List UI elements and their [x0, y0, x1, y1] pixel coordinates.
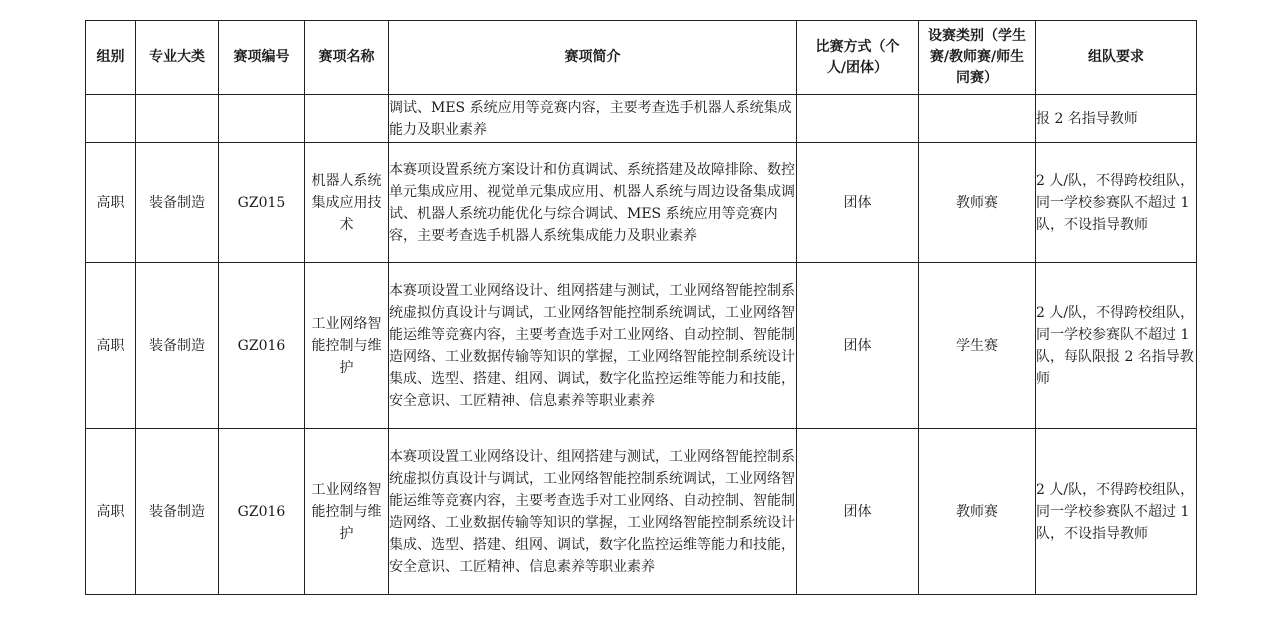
cell-group: 高职 — [86, 429, 136, 595]
cell-type: 教师赛 — [919, 429, 1036, 595]
header-name: 赛项名称 — [305, 21, 389, 95]
cell-category: 装备制造 — [136, 263, 219, 429]
cell-empty — [219, 95, 305, 143]
table-header-row — [86, 21, 1197, 95]
header-type: 设赛类别（学生赛/教师赛/师生同赛） — [919, 21, 1036, 95]
cell-category: 装备制造 — [136, 429, 219, 595]
header-team: 组队要求 — [1036, 21, 1197, 95]
cell-team: 报 2 名指导教师 — [1036, 95, 1197, 143]
table-row — [86, 429, 1197, 595]
cell-team: 2 人/队，不得跨校组队，同一学校参赛队不超过 1 队，每队限报 2 名指导教师 — [1036, 263, 1197, 429]
cell-name: 工业网络智能控制与维护 — [305, 429, 389, 595]
cell-code: GZ015 — [219, 143, 305, 263]
cell-code: GZ016 — [219, 263, 305, 429]
cell-mode: 团体 — [797, 263, 919, 429]
table-row-continuation — [86, 95, 1197, 143]
table-row — [86, 263, 1197, 429]
cell-team: 2 人/队，不得跨校组队，同一学校参赛队不超过 1 队，不设指导教师 — [1036, 143, 1197, 263]
header-code: 赛项编号 — [219, 21, 305, 95]
cell-intro: 本赛项设置工业网络设计、组网搭建与测试，工业网络智能控制系统虚拟仿真设计与调试，工业网络智能控制系统调试，工业网络智能运维等竞赛内容，主要考查选手对工业网络、自动控制、智能制造网络、工业数据传输等知识的掌握，工业网络智能控制系统设计集成、选型、搭建、组网、调试，数字化监控运维等能力和技能，安全意识、工匠精神、信息素养等职业素养 — [389, 429, 797, 595]
cell-group: 高职 — [86, 143, 136, 263]
table-row — [86, 143, 1197, 263]
cell-name: 机器人系统集成应用技术 — [305, 143, 389, 263]
cell-intro: 本赛项设置系统方案设计和仿真调试、系统搭建及故障排除、数控单元集成应用、视觉单元集成应用、机器人系统与周边设备集成调试、机器人系统功能优化与综合调试、MES 系统应用等竞赛内容，主要考查选手机器人系统集成能力及职业素养 — [389, 143, 797, 263]
cell-mode: 团体 — [797, 429, 919, 595]
cell-type: 教师赛 — [919, 143, 1036, 263]
cell-mode: 团体 — [797, 143, 919, 263]
header-group: 组别 — [86, 21, 136, 95]
cell-code: GZ016 — [219, 429, 305, 595]
cell-empty — [919, 95, 1036, 143]
competition-table — [85, 20, 1197, 595]
header-intro: 赛项简介 — [389, 21, 797, 95]
cell-empty — [136, 95, 219, 143]
cell-intro: 本赛项设置工业网络设计、组网搭建与测试，工业网络智能控制系统虚拟仿真设计与调试，工业网络智能控制系统调试，工业网络智能运维等竞赛内容，主要考查选手对工业网络、自动控制、智能制造网络、工业数据传输等知识的掌握，工业网络智能控制系统设计集成、选型、搭建、组网、调试，数字化监控运维等能力和技能，安全意识、工匠精神、信息素养等职业素养 — [389, 263, 797, 429]
cell-team: 2 人/队，不得跨校组队，同一学校参赛队不超过 1 队，不设指导教师 — [1036, 429, 1197, 595]
cell-empty — [86, 95, 136, 143]
cell-empty — [797, 95, 919, 143]
cell-intro: 调试、MES 系统应用等竞赛内容，主要考查选手机器人系统集成能力及职业素养 — [389, 95, 797, 143]
cell-name: 工业网络智能控制与维护 — [305, 263, 389, 429]
cell-group: 高职 — [86, 263, 136, 429]
header-category: 专业大类 — [136, 21, 219, 95]
header-mode: 比赛方式（个人/团体） — [797, 21, 919, 95]
cell-type: 学生赛 — [919, 263, 1036, 429]
cell-category: 装备制造 — [136, 143, 219, 263]
cell-empty — [305, 95, 389, 143]
